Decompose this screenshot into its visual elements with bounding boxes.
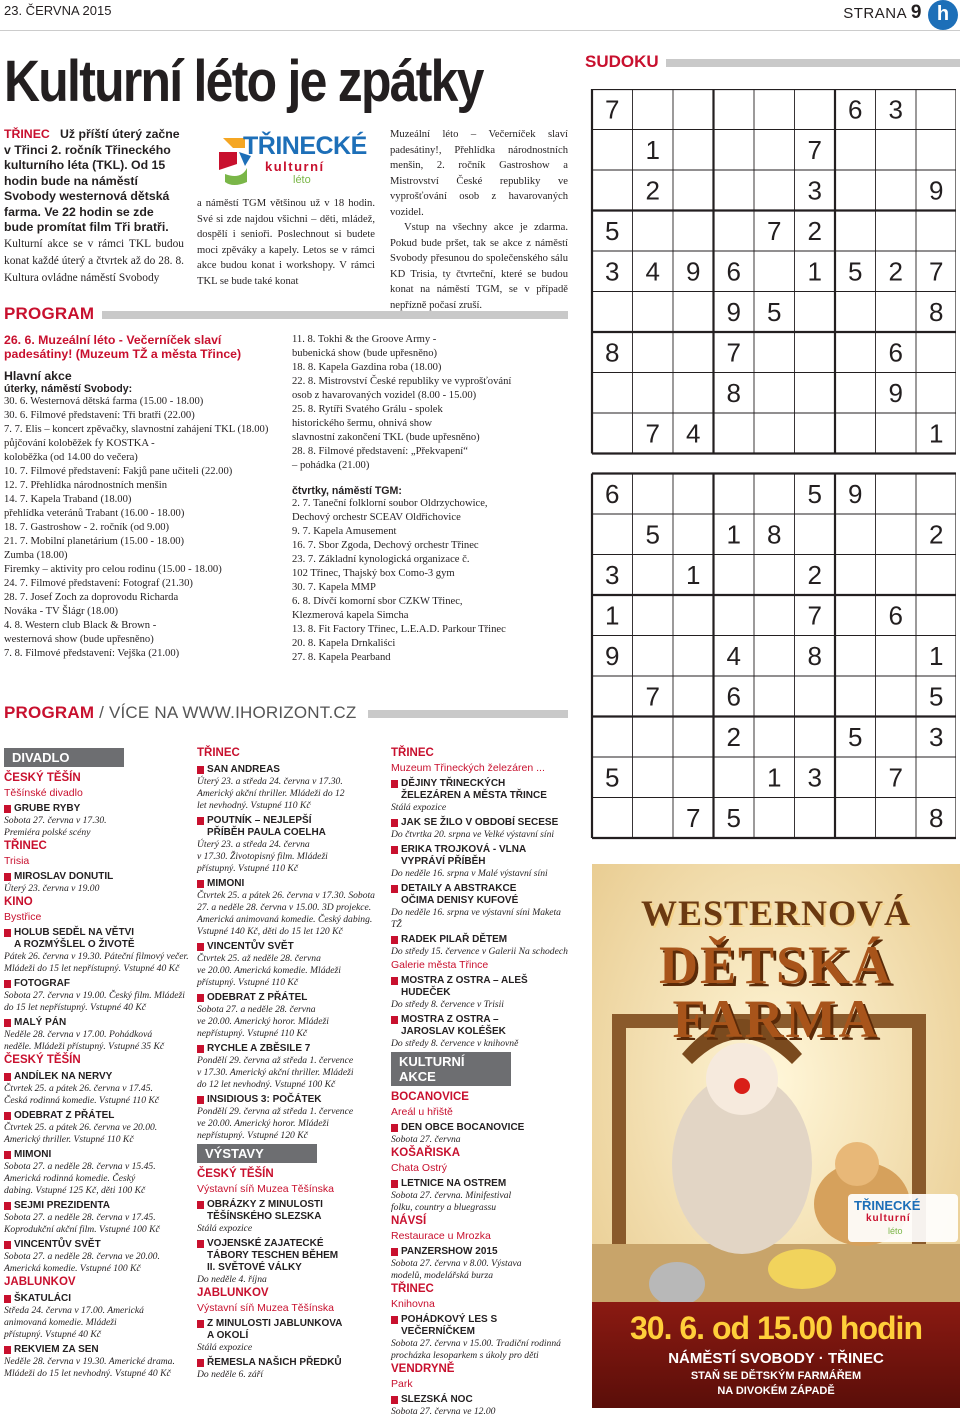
sudoku-digit: 9 (929, 175, 944, 206)
event-title: ŽELEZÁREN A MĚSTA TŘINCE (401, 790, 547, 801)
sudoku-digit: 5 (605, 215, 620, 246)
program-title: PROGRAM (4, 304, 95, 323)
listings-column-1 (4, 746, 192, 1380)
sudoku-digit: 7 (888, 762, 903, 793)
event-description: Sobota 27. a neděle 28. června v 17.45. (4, 1212, 156, 1223)
program-item: 28. 7. Josef Zoch za doprovodu Richarda (4, 592, 179, 603)
program-item: 30. 6. Filmové představení: Tři bratři (22.00) (4, 410, 195, 421)
event-title: POHÁDKOVÝ LES S VEČERNÍČKEM (391, 1314, 569, 1338)
poster-title-1: WESTERNOVÁ (640, 893, 912, 933)
event-description: Do neděle 4. října (197, 1274, 267, 1285)
program-item: 24. 7. Filmové představení: Fotograf (21.30) (4, 578, 193, 589)
venue-link[interactable]: Chata Ostrý (391, 1162, 448, 1174)
program-more-link: / VÍCE NA WWW.IHORIZONT.CZ (94, 703, 357, 722)
sudoku-digit: 9 (605, 640, 620, 671)
sudoku-digit: 2 (807, 559, 822, 590)
event-title: II. SVĚTOVÉ VÁLKY (207, 1262, 302, 1273)
venue-link[interactable]: Bystřice (4, 911, 42, 923)
event-description: Čtvrtek 25. až neděle 28. června (197, 953, 321, 964)
event-title: DETAILY A ABSTRAKCE (391, 883, 569, 895)
event-title: TÁBORY TESCHEN BĚHEM (207, 1250, 339, 1261)
program-left-column (4, 333, 284, 661)
event-description: Sobota 27. června v 15.00. Tradiční rodinná (391, 1338, 561, 1349)
venue-link[interactable]: Muzeum Třineckých železáren ... (391, 762, 545, 774)
program-item: bubenická show (bude upřesněno) (292, 348, 438, 359)
sudoku-digit: 1 (726, 519, 741, 550)
city-heading: TŘINEC (197, 747, 240, 759)
event-title: DĚJINY TŘINECKÝCH (391, 778, 569, 790)
event-title: REKVIEM ZA SEN (4, 1344, 192, 1356)
sudoku-digit: 8 (726, 377, 741, 408)
sudoku-digit: 7 (929, 256, 944, 287)
sudoku-digit: 1 (605, 600, 620, 631)
program-item: půjčování koloběžek fy KOSTKA - (4, 438, 155, 449)
event-title: ANDÍLEK NA NERVY (4, 1071, 192, 1083)
header-divider (0, 30, 960, 31)
venue-link[interactable]: Restaurace u Mrozka (391, 1230, 491, 1242)
sudoku-digit: 8 (767, 519, 782, 550)
event-title: MIMONI (197, 878, 383, 890)
sudoku-digit: 9 (888, 377, 903, 408)
event-title: ERIKA TROJKOVÁ - VLNA (391, 844, 569, 856)
event-title: OBRÁZKY Z MINULOSTI (197, 1199, 383, 1211)
venue-link[interactable]: Výstavní síň Muzea Těšínska (197, 1302, 334, 1314)
event-description: Mládeži do 15 let nevhodný. Vstupné 40 Kč (4, 1368, 171, 1379)
lead-tag: TŘINEC (4, 127, 50, 141)
program-item: 102 Třinec, Thajský box Como-3 gym (292, 568, 455, 579)
program-main-heading: Hlavní akce (4, 369, 72, 383)
sudoku-digit: 2 (929, 519, 944, 550)
sudoku-digit: 2 (645, 175, 660, 206)
event-description: do 15 let nepřístupný. Vstupné 40 Kč (4, 1002, 147, 1013)
event-description: Vstupné 140 Kč, děti do 15 let 120 Kč (197, 926, 343, 937)
program-item: 28. 8. Filmové představení: „Překvapení“ (292, 446, 468, 457)
sudoku-digit: 7 (807, 600, 822, 631)
article-col-3 (390, 127, 568, 313)
poster-date: 30. 6. od 15.00 hodin (630, 1310, 922, 1346)
section-label: KULTURNÍ AKCE (391, 1052, 511, 1086)
event-title: A OKOLÍ (207, 1330, 249, 1341)
event-title: JAROSLAV KOLÉŠEK (401, 1026, 506, 1037)
city-heading: TŘINEC (4, 840, 47, 852)
city-heading: VENDRYNĚ (391, 1363, 455, 1375)
headline: Kulturní léto je zpátky (4, 49, 483, 114)
sudoku-digit: 2 (726, 721, 741, 752)
event-description: Úterý 23. června v 19.00 (4, 883, 100, 894)
program-item: Klezmerová kapela Simcha (292, 610, 409, 621)
event-title: PANZERSHOW 2015 (391, 1246, 569, 1258)
sudoku-digit: 7 (726, 337, 741, 368)
sudoku-digit: 5 (767, 296, 782, 327)
program-item: slavnostní zakončení TKL (bude upřesněno) (292, 432, 480, 443)
program-item: 25. 8. Rytíři Svatého Grálu - spolek (292, 404, 443, 415)
event-title: PŘÍBĚH PAULA COELHA (207, 827, 326, 838)
city-heading: JABLUNKOV (197, 1287, 269, 1299)
event-title: GRUBE RYBY (4, 803, 192, 815)
program-item: – pohádka (21.00) (292, 460, 370, 471)
program-event: 26. 6. Muzeální léto - Večerníček slaví padesátiny! (Muzeum TŽ a města Třince) (4, 333, 242, 361)
event-description: Pondělí 29. června až středa 1. července (197, 1055, 354, 1066)
event-description: Čtvrtek 25. a pátek 26. června v 17.45. (4, 1083, 153, 1094)
program-item: přehlídka veteránů Trabant (16.00 - 18.00) (4, 508, 185, 519)
event-description: 27. a neděle 28. června v 15.00. 3D projekce. (197, 902, 372, 913)
issue-date: 23. ČERVNA 2015 (4, 3, 112, 18)
event-title: LETNICE NA OSTREM (391, 1178, 569, 1190)
event-title: VOJENSKÉ ZAJATECKÉ (197, 1238, 383, 1250)
sudoku-digit: 7 (645, 681, 660, 712)
event-title: SAN ANDREAS (197, 764, 383, 776)
sudoku-digit: 1 (767, 762, 782, 793)
sudoku-digit: 3 (605, 559, 620, 590)
sudoku-digit: 7 (767, 215, 782, 246)
program-item: 6. 8. Dívčí komorní sbor CZKW Třinec, (292, 596, 463, 607)
venue-link[interactable]: Knihovna (391, 1298, 435, 1310)
event-description: ve 20.00. Americká komedie. Mládeži (197, 965, 341, 976)
program-item: Nováka - TV Šlágr (18.00) (4, 606, 119, 617)
westernova-farma-poster (592, 864, 960, 1408)
event-description: Do středy 8. července v knihovně (391, 1038, 519, 1049)
event-description: v 17.30. Americký akční thriller. Mládeži (197, 1067, 354, 1078)
event-description: neděle. Mládeži přístupný. Vstupné 35 Kč (4, 1041, 165, 1052)
tkl-logo-line3: léto (293, 174, 311, 186)
listings-column-2 (197, 746, 383, 1381)
sudoku-digit: 5 (929, 681, 944, 712)
program-item: Dechový orchestr SCEAV Oldřichovice (292, 512, 461, 523)
event-title: Z MINULOSTI JABLUNKOVA (197, 1318, 383, 1330)
program-item: 27. 8. Kapela Pearband (292, 652, 391, 663)
program-item: Firemky – aktivity pro celou rodinu (15.00 - 18.00) (4, 564, 222, 575)
event-description: v 17.30. Životopisný film. Mládeži (197, 851, 328, 862)
sudoku-digit: 5 (848, 721, 863, 752)
event-title: ŠKATULÁCI (4, 1293, 192, 1305)
event-description: Sobota 27. června v 8.00. Výstava (391, 1258, 522, 1269)
event-description: modelů, modelářská burza (391, 1270, 494, 1281)
sudoku-digit: 6 (888, 337, 903, 368)
event-title: HOLUB SEDĚL NA VĚTVI (4, 927, 192, 939)
event-title: MALÝ PÁN (4, 1017, 192, 1029)
venue-link[interactable]: Výstavní síň Muzea Těšínska (197, 1183, 334, 1195)
tkl-logo-line1: TŘINECKÉ (243, 132, 367, 160)
event-title: SLEZSKÁ NOC (391, 1394, 569, 1406)
program-item: westernová show (bude upřesněno) (4, 634, 154, 645)
event-description: Čtvrtek 25. a pátek 26. června v 17.30. Sobota (197, 890, 375, 901)
section-label: VÝSTAVY (197, 1144, 317, 1163)
event-description: do 12 let nevhodný. Vstupné 100 Kč (197, 1079, 336, 1090)
sudoku-digit: 2 (807, 215, 822, 246)
sudoku-digit: 6 (848, 94, 863, 125)
event-description: Do čtvrtka 20. srpna ve Velké výstavní síni (391, 829, 555, 840)
poster-logo-2: kulturní (866, 1213, 911, 1224)
event-title: SEJMI PREZIDENTA (4, 1200, 192, 1212)
page-label: STRANA (843, 5, 907, 22)
event-description: přístupný. Vstupné 40 Kč (4, 1329, 101, 1340)
city-heading: ČESKÝ TĚŠÍN (4, 1054, 81, 1066)
event-title: VYPRÁVÍ PŘÍBĚH (401, 856, 486, 867)
poster-slogan-2: NA DIVOKÉM ZÁPADĚ (717, 1385, 835, 1397)
sudoku-digit: 4 (726, 640, 741, 671)
program-item: 18. 8. Kapela Gazdina roba (18.00) (292, 362, 442, 373)
event-description: Sobota 27. června v 19.00. Český film. Mládeži (4, 990, 185, 1001)
sudoku-digit: 1 (929, 418, 944, 449)
tkl-logo (215, 130, 365, 190)
poster-title-2: DĚTSKÁ (658, 935, 894, 995)
program-item: 12. 7. Přehlídka národnostních menšin (4, 480, 168, 491)
program-item: 20. 8. Kapela Drnkaliści (292, 638, 396, 649)
sudoku-digit: 3 (807, 762, 822, 793)
program-more-label: PROGRAM (4, 703, 95, 722)
article-col-1: Kulturní akce se v rámci TKL budou konat každé úterý a čtvrtek až do 28. 8. Kultura ovládne náměstí Svobody (4, 238, 184, 284)
program-item: 18. 7. Gastroshow - 2. ročník (od 9.00) (4, 522, 170, 533)
event-description: Sobota 27. června v 17.30. (4, 815, 107, 826)
event-title: MIROSLAV DONUTIL (4, 871, 192, 883)
event-title: OČIMA DENISY KUFOVÉ (401, 895, 519, 906)
event-title: TĚŠÍNSKÉHO SLEZSKA (207, 1211, 322, 1222)
program-item: 21. 7. Mobilní planetárium (15.00 - 18.00) (4, 536, 185, 547)
event-title: ODEBRAT Z PŘÁTEL (197, 992, 383, 1004)
event-title: MOSTRA Z OSTRA – (391, 1014, 569, 1026)
program-item: 9. 7. Kapela Amusement (292, 526, 397, 537)
sudoku-digit: 6 (888, 600, 903, 631)
program-item: 2. 7. Taneční folklorní soubor Oldrzychowice, (292, 498, 488, 509)
event-description: Sobota 27. června (391, 1134, 461, 1145)
sudoku-digit: 1 (807, 256, 822, 287)
program-item: 30. 6. Westernová dětská farma (15.00 - 18.00) (4, 396, 204, 407)
event-description: Neděle 28. června v 17.00. Pohádková (4, 1029, 153, 1040)
program-more-bar (368, 710, 568, 718)
event-description: Americká komedie. Vstupné 100 Kč (4, 1263, 141, 1274)
event-title: ODEBRAT Z PŘÁTEL (4, 1110, 192, 1122)
sudoku-digit: 5 (726, 802, 741, 833)
event-description: Úterý 23. a středa 24. června (197, 839, 310, 850)
sudoku-digit: 3 (807, 175, 822, 206)
event-description: přístupný. Vstupné 110 Kč (197, 977, 299, 988)
sudoku-svg (590, 89, 956, 847)
program-right-list-2 (292, 497, 568, 665)
event-description: Neděle 28. června v 19.30. Americké drama. (4, 1356, 175, 1367)
sudoku-grid[interactable] (590, 89, 956, 847)
program-item: 7. 7. Elis – koncert zpěvačky, slavnostní zahájení TKL (18.00) (4, 424, 269, 435)
horizont-logo-icon[interactable]: h (928, 0, 958, 30)
program-right-column (292, 333, 568, 665)
venue-link[interactable]: Galerie města Třince (391, 959, 489, 971)
event-title: MIMONI (4, 1149, 192, 1161)
program-item: 14. 7. Kapela Traband (18.00) (4, 494, 132, 505)
event-title: POUTNÍK – NEJLEPŠÍ (197, 815, 383, 827)
event-title: VINCENTŮV SVĚT (197, 941, 383, 953)
event-description: Stálá expozice (197, 1223, 253, 1234)
program-item: 11. 8. Tokhi & the Groove Army - (292, 334, 437, 345)
event-description: Pátek 26. června v 19.30. Páteční filmový večer. (4, 951, 189, 962)
event-description: Sobota 27. a neděle 28. června ve 20.00. (4, 1251, 160, 1262)
city-heading: NÁVSÍ (391, 1215, 427, 1227)
program-item: 30. 7. Kapela MMP (292, 582, 376, 593)
program-item: 22. 8. Mistrovství České republiky ve vyprošťování (292, 376, 512, 387)
program-right-list (292, 333, 568, 473)
sudoku-digit: 8 (807, 640, 822, 671)
sudoku-digit: 3 (888, 94, 903, 125)
event-description: Sobota 27. června ve 12.00 (391, 1406, 496, 1417)
event-title: ŘEMESLA NAŠICH PŘEDKŮ (197, 1357, 383, 1369)
event-description: Čtvrtek 25. a pátek 26. června ve 20.00. (4, 1122, 158, 1133)
sudoku-digit: 9 (686, 256, 701, 287)
event-title: INSIDIOUS 3: POČÁTEK (197, 1094, 383, 1106)
event-description: Premiéra polské scény (4, 827, 91, 838)
section-label: DIVADLO (4, 748, 124, 767)
event-description: Stálá expozice (391, 802, 447, 813)
sudoku-digit: 5 (848, 256, 863, 287)
poster-logo-3: léto (888, 1226, 903, 1236)
event-description: Do neděle 6. září (197, 1369, 264, 1380)
poster-title-3: FARMA (672, 989, 880, 1049)
venue-link[interactable]: Trisia (4, 855, 30, 867)
city-heading: KINO (4, 896, 33, 908)
event-description: Úterý 23. a středa 24. června v 17.30. (197, 776, 343, 787)
page-number: 9 (910, 2, 922, 23)
program-item: 10. 7. Filmové představení: Fakjů pane učiteli (22.00) (4, 466, 233, 477)
program-item: 7. 8. Filmové představení: Vejška (21.00) (4, 648, 180, 659)
event-description: Stálá expozice (197, 1342, 253, 1353)
venue-link[interactable]: Těšínské divadlo (4, 787, 83, 799)
program-more-title[interactable] (4, 703, 356, 723)
program-item: osob z havarovaných vozidel (8.00 - 15.00) (292, 390, 477, 401)
program-item: koloběžka (od 14.00 do večera) (4, 452, 138, 463)
event-title: DEN OBCE BOCANOVICE (391, 1122, 569, 1134)
program-item: Zumba (18.00) (4, 550, 68, 561)
event-description: Americký thriller. Vstupné 110 Kč (4, 1134, 134, 1145)
program-item: 4. 8. Western club Black & Brown - (4, 620, 157, 631)
sudoku-digit: 5 (605, 762, 620, 793)
city-heading: ČESKÝ TĚŠÍN (197, 1168, 274, 1180)
poster-place: NÁMĚSTÍ SVOBODY · TŘINEC (668, 1350, 884, 1367)
event-description: Sobota 27. a neděle 28. června (197, 1004, 316, 1015)
event-title: FOTOGRAF (4, 978, 192, 990)
event-description: přístupný. Vstupné 110 Kč (197, 863, 299, 874)
program-item: 13. 8. Fit Factory Třinec, L.E.A.D. Parkour Třinec (292, 624, 506, 635)
sudoku-digit: 9 (848, 478, 863, 509)
program-tuesdays: úterky, náměstí Svobody: (4, 383, 133, 395)
event-title: RADEK PILAŘ DĚTEM (391, 934, 569, 946)
sudoku-digit: 2 (888, 256, 903, 287)
event-title: VINCENTŮV SVĚT (4, 1239, 192, 1251)
event-description: ve 20.00. Americký horor. Mládeži (197, 1118, 329, 1129)
event-description: nepřístupný. Vstupné 110 Kč (197, 1028, 308, 1039)
event-description: Americká rodinná komedie. Český (4, 1173, 136, 1184)
sudoku-digit: 6 (726, 681, 741, 712)
sudoku-title: SUDOKU (585, 52, 659, 71)
event-description: Koprodukční akční film. Vstupné 100 Kč (4, 1224, 160, 1235)
sudoku-digit: 6 (726, 256, 741, 287)
event-description: Mládeži do 15 let nepřístupný. Vstupné 40 Kč (4, 963, 180, 974)
program-title-bar (102, 311, 568, 319)
event-title: A ROZMÝŠLEL O ŽIVOTĚ (14, 939, 135, 950)
city-heading: TŘINEC (391, 747, 434, 759)
article-col-3b: Vstup na všechny akce je zdarma. Pokud bude pršet, tak se akce z náměstí Svobody přesunou do společenského sálu KD Trisia, ty čtvrteční, které se budou konat na náměstí TGM, se v případě nepřízně počasí zruší. (390, 222, 568, 311)
poster-slogan-1: STAŇ SE DĚTSKÝM FARMÁŘEM (690, 1370, 862, 1382)
page-number-label (843, 2, 922, 24)
program-thursdays: čtvrtky, náměstí TGM: (292, 485, 402, 497)
sudoku-digit: 1 (929, 640, 944, 671)
poster-logo-1: TŘINECKÉ (854, 1198, 921, 1213)
event-description: Do neděle 16. srpna v Malé výstavní síni (391, 868, 548, 879)
sudoku-digit: 4 (686, 418, 701, 449)
city-heading: JABLUNKOV (4, 1276, 76, 1288)
event-description: let nevhodný. Vstupné 110 Kč (197, 800, 311, 811)
article-lead (4, 127, 184, 236)
city-heading: TŘINEC (391, 1283, 434, 1295)
event-description: Sobota 27. června. Minifestival (391, 1190, 512, 1201)
event-description: Středa 24. června v 17.00. Americká (4, 1305, 144, 1316)
listings-column-3 (391, 746, 569, 1418)
event-title: RYCHLE A ZBĚSILE 7 (197, 1043, 383, 1055)
program-item: 23. 7. Základní kynologická organizace č. (292, 554, 470, 565)
event-description: Do středy 8. července v Trisii (391, 999, 504, 1010)
article-col-2: a náměstí TGM většinou už v 18 hodin. Své si zde najdou všichni – děti, mládež, dospělí i senioři. Poslechnout si budete moci zpěváky a kapely. Letos se v rámci akce budou konat i workshopy. V rámci TKL se bude také konat (197, 198, 375, 287)
sudoku-digit: 6 (605, 478, 620, 509)
sudoku-digit: 5 (807, 478, 822, 509)
event-description: ve 20.00. Americký horor. Mládeži (197, 1016, 329, 1027)
sudoku-digit: 4 (645, 256, 660, 287)
event-description: Do neděle 16. srpna ve výstavní síni Maketa TŽ (391, 907, 561, 930)
sudoku-digit: 1 (645, 134, 660, 165)
program-item: 16. 7. Sbor Zgoda, Dechový orchestr Třinec (292, 540, 479, 551)
program-left-list (4, 395, 284, 661)
venue-link[interactable]: Park (391, 1378, 413, 1390)
article-col-3a: Muzeální léto – Večerníček slaví padesátiny!, Přehlídka národnostních menšin, 2. ročník Gastroshow a Mistrovství České republiky ve vyprošťování osob z havarovaných vozidel. (390, 129, 568, 218)
sudoku-digit: 8 (929, 296, 944, 327)
sudoku-digit: 7 (807, 134, 822, 165)
sudoku-digit: 5 (645, 519, 660, 550)
sudoku-digit: 7 (686, 802, 701, 833)
lead-text: Už příští úterý začne v Třinci 2. ročník Třineckého kulturního léta (TKL). Od 15 hodin bude na náměstí Svobody westernová dětská farma. Ve 22 hodin se zde bude promítat film Tři bratři. (4, 127, 180, 234)
sudoku-digit: 9 (726, 296, 741, 327)
event-description: Americký akční thriller. Mládeži do 12 (197, 788, 345, 799)
sudoku-digit: 7 (605, 94, 620, 125)
venue-link[interactable]: Areál u hřiště (391, 1106, 453, 1118)
event-description: animovaná komedie. Mládeži (4, 1317, 117, 1328)
tkl-logo-line2: kulturní (265, 159, 325, 174)
sudoku-digit: 7 (645, 418, 660, 449)
sudoku-digit: 8 (929, 802, 944, 833)
sudoku-title-bar (666, 59, 960, 67)
city-heading: KOŠAŘISKA (391, 1147, 461, 1159)
sudoku-digit: 8 (605, 337, 620, 368)
event-description: procházka lesoparkem s úkoly pro děti (391, 1350, 539, 1361)
city-heading: ČESKÝ TĚŠÍN (4, 772, 81, 784)
event-description: Americká animovaná komedie. Český dabing. (197, 914, 373, 925)
event-description: nepřístupný. Vstupné 120 Kč (197, 1130, 308, 1141)
event-description: Česká rodinná komedie. Vstupné 110 Kč (4, 1095, 160, 1106)
event-description: Do středy 15. července v Galerii Na schodech (391, 946, 568, 957)
event-title: JAK SE ŽILO V OBDOBÍ SECESE (391, 817, 569, 829)
sudoku-digit: 3 (929, 721, 944, 752)
event-description: dabing. Vstupné 125 Kč, děti 100 Kč (4, 1185, 146, 1196)
event-title: MOSTRA Z OSTRA – ALEŠ HUDEČEK (391, 975, 569, 999)
city-heading: BOCANOVICE (391, 1091, 469, 1103)
event-description: Sobota 27. a neděle 28. června v 15.45. (4, 1161, 156, 1172)
event-description: Pondělí 29. června až středa 1. července (197, 1106, 354, 1117)
sudoku-digit: 3 (605, 256, 620, 287)
sudoku-digit: 1 (686, 559, 701, 590)
event-description: folku, country a bluegrassu (391, 1202, 496, 1213)
program-item: historického šermu, ohnivá show (292, 418, 433, 429)
